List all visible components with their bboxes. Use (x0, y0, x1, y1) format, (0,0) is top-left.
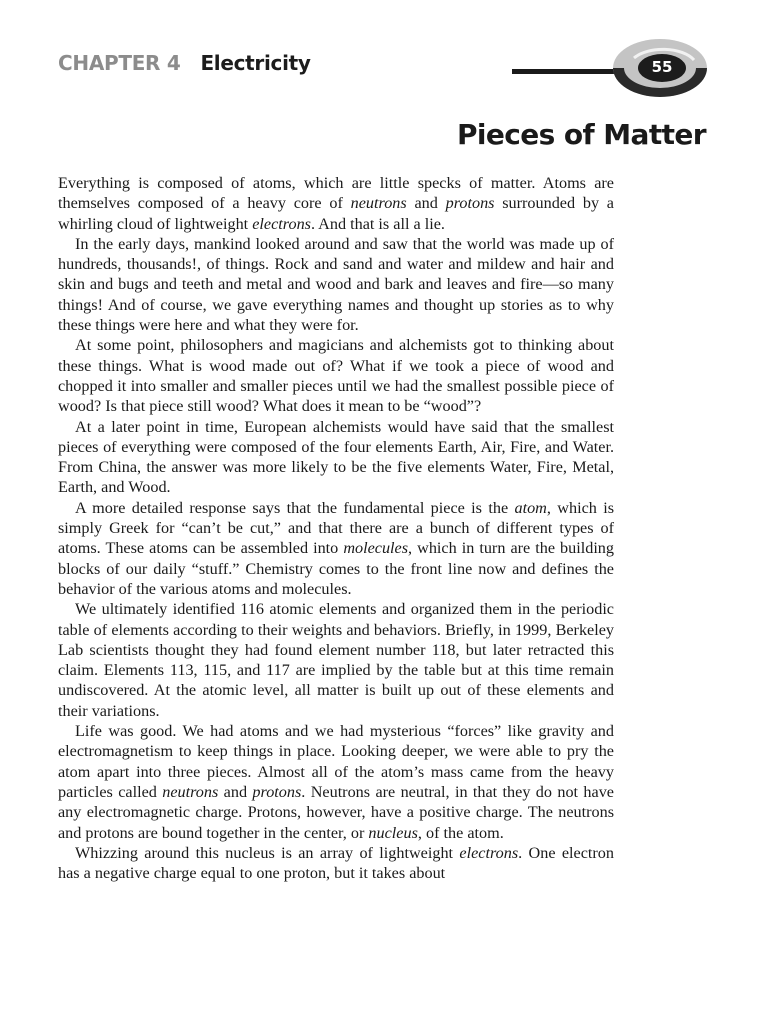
paragraph (58, 599, 614, 721)
text-segment: . One electron has a negative charge equal to one proton, but it takes about (58, 843, 614, 883)
italic-term: nucleus (368, 823, 418, 842)
text-segment: Everything is composed of atoms, which are little specks of matter. Atoms are themselves composed of a heavy core of (58, 174, 614, 213)
italic-term: atom (514, 498, 547, 517)
italic-term: protons (445, 194, 495, 213)
text-segment: We ultimately identified 116 atomic elements and organized them in the periodic table of elements according to their weights and behaviors. Briefly, in 1999, Berkeley Lab scientists thought they had found element number 118, but later retracted this claim. Elements 113, 115, and 117 are implied by the table but at this time remain undiscovered. At the atomic level, all matter is built up out of these elements and their variations. (58, 600, 614, 720)
text-segment: and (406, 194, 446, 213)
paragraph (58, 417, 614, 498)
text-segment: . Neutrons are neutral, in that they do not have any electromagnetic charge. Protons, however, have a positive charge. The neutrons and protons are bound together in the center, or (58, 782, 614, 842)
chapter-title: Electricity (200, 51, 311, 75)
section-title: Pieces of Matter (456, 118, 706, 151)
paragraph (58, 234, 614, 335)
italic-term: electrons (459, 843, 519, 862)
paragraph (58, 721, 614, 843)
text-segment: At some point, philosophers and magicians and alchemists got to thinking about these things. What is wood made out of? What if we took a piece of wood and chopped it into smaller and smaller pieces until we had the smallest possible piece of wood? Is that piece still wood? What does it mean to be “wood”? (58, 336, 614, 416)
text-segment: , which is simply Greek for “can’t be cut,” and that there are a bunch of different types of atoms. These atoms can be assembled into (58, 498, 615, 558)
italic-term: electrons (252, 214, 311, 233)
running-header (58, 51, 311, 75)
page-number: 55 (651, 58, 673, 76)
text-segment: In the early days, mankind looked around and saw that the world was made up of hundreds, thousands!, of things. Rock and sand and water and mildew and hair and skin and bugs and teeth and metal and wood and bark and leaves and fire—so many things! And of course, we gave everything names and thought up stories as to why these things were here and what they were for. (58, 234, 614, 335)
text-segment: Life was good. We had atoms and we had mysterious “forces” like gravity and electromagnetism to keep things in place. Looking deeper, we were able to pry the atom apart into three pieces. Almost all of the atom’s mass came from the heavy particles called (58, 722, 614, 801)
text-segment: . And that is all a lie. (310, 214, 445, 233)
italic-term: neutrons (350, 194, 407, 213)
text-segment: A more detailed response says that the fundamental piece is the (75, 498, 515, 517)
body-text (58, 173, 614, 883)
text-segment: Whizzing around this nucleus is an array of lightweight (75, 843, 460, 862)
paragraph (58, 843, 614, 884)
text-segment: and (218, 782, 253, 801)
text-segment: surrounded by a whirling cloud of lightweight (58, 194, 614, 233)
text-segment: , of the atom. (417, 823, 504, 842)
italic-term: protons (252, 782, 302, 801)
chapter-label: CHAPTER 4 (58, 51, 181, 75)
text-segment: At a later point in time, European alchemists would have said that the smallest pieces of everything were composed of the four elements Earth, Air, Fire, and Water. From China, the answer was more likely to be the five elements Water, Fire, Metal, Earth, and Wood. (58, 417, 614, 497)
paragraph (58, 498, 614, 599)
text-segment: , which in turn are the building blocks of our daily “stuff.” Chemistry comes to the front line now and defines the behavior of the various atoms and molecules. (58, 539, 614, 598)
italic-term: molecules (343, 539, 409, 558)
italic-term: neutrons (162, 782, 219, 801)
paragraph (58, 173, 614, 234)
paragraph (58, 335, 614, 416)
